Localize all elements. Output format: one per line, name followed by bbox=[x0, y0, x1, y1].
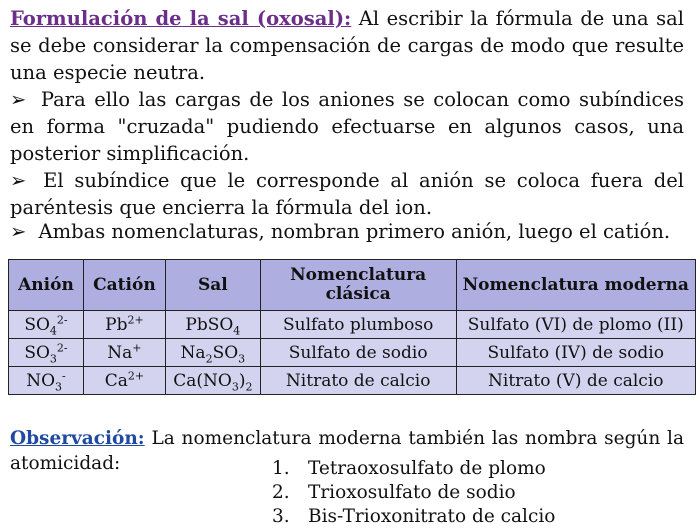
header-sal: Sal bbox=[165, 260, 260, 311]
anion-cell: $SO_4^{2-}$ bbox=[9, 311, 84, 339]
observation-text: La nomenclatura moderna también las nombra según la atomicidad: bbox=[10, 428, 684, 474]
cation-cell: $Ca^{2+}$ bbox=[83, 367, 165, 395]
bullet-text: Para ello las cargas de los aniones se colocan como subíndices en forma "cruzada" pudiendo efectuarse en algunos casos, una posterior simplificación. bbox=[10, 88, 684, 165]
bullet-item-3 bbox=[10, 218, 684, 245]
clasica-cell: Nitrato de calcio bbox=[260, 367, 456, 395]
salt-cell: $Na_2SO_3$ bbox=[165, 339, 260, 367]
intro-text: Al escribir la fórmula de una sal se debe considerar la compensación de cargas de modo que resulte una especie neutra. bbox=[10, 7, 684, 84]
table-row bbox=[9, 311, 696, 339]
moderna-cell: Sulfato (VI) de plomo (II) bbox=[456, 311, 695, 339]
table-row bbox=[9, 367, 696, 395]
table-header-row bbox=[9, 260, 696, 311]
anion-cell: $SO_3^{2-}$ bbox=[9, 339, 84, 367]
bullet-item-1 bbox=[10, 86, 684, 167]
moderna-cell: Nitrato (V) de calcio bbox=[456, 367, 695, 395]
list-item: 2. Trioxosulfato de sodio bbox=[272, 482, 516, 503]
header-anion: Anión bbox=[9, 260, 84, 311]
list-item: 1. Tetraoxosulfato de plomo bbox=[272, 458, 546, 479]
observation-heading: Observación: bbox=[10, 428, 145, 449]
bullet-text: El subíndice que le corresponde al anión se coloca fuera del paréntesis que encierra la fórmula del ion. bbox=[10, 169, 684, 219]
header-cation: Catión bbox=[83, 260, 165, 311]
bullet-text: Ambas nomenclaturas, nombran primero anión, luego el catión. bbox=[38, 220, 671, 243]
table-row bbox=[9, 339, 696, 367]
intro-paragraph bbox=[10, 5, 684, 86]
clasica-cell: Sulfato de sodio bbox=[260, 339, 456, 367]
list-item: 3. Bis-Trioxonitrato de calcio bbox=[272, 506, 556, 527]
salt-cell: PbSO$_4$ bbox=[165, 311, 260, 339]
intro-heading: Formulación de la sal (oxosal): bbox=[10, 7, 352, 30]
header-moderna: Nomenclatura moderna bbox=[456, 260, 695, 311]
header-clasica: Nomenclatura clásica bbox=[260, 260, 456, 311]
salts-table bbox=[8, 259, 696, 395]
cation-cell: $Pb^{2+}$ bbox=[83, 311, 165, 339]
moderna-cell: Sulfato (IV) de sodio bbox=[456, 339, 695, 367]
cation-cell: Na+ bbox=[83, 339, 165, 367]
salt-cell: $Ca(NO_3)_2$ bbox=[165, 367, 260, 395]
clasica-cell: Sulfato plumboso bbox=[260, 311, 456, 339]
bullet-item-2 bbox=[10, 167, 684, 221]
anion-cell: $NO_3^-$ bbox=[9, 367, 84, 395]
atomicity-list bbox=[272, 457, 555, 529]
